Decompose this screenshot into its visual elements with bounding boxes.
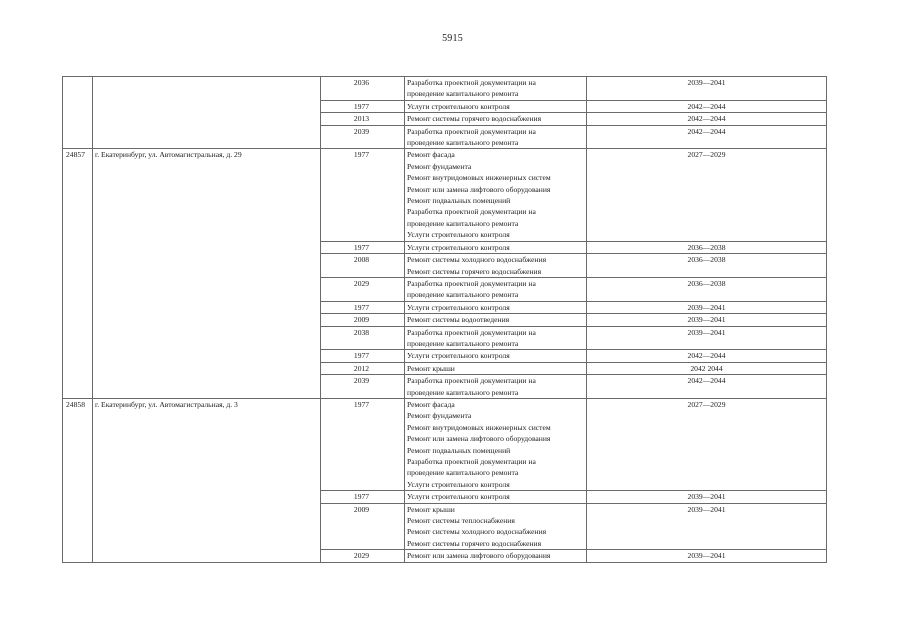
year-cell: 2012 <box>321 362 405 374</box>
work-type-cell <box>405 350 587 362</box>
work-type-line: Ремонт системы водоотведения <box>407 315 510 325</box>
work-type-line: Ремонт системы горячего водоснабжения <box>407 538 542 548</box>
work-type-line: Услуги строительного контроля <box>407 101 510 111</box>
year-cell: 2039 <box>321 125 405 149</box>
work-type-cell <box>405 314 587 326</box>
work-type-line: проведение капитального ремонта <box>407 290 519 300</box>
period-cell: 2039—2041 <box>587 326 827 350</box>
house-id-cell <box>63 77 93 149</box>
address-cell <box>93 77 321 149</box>
period-cell: 2039—2041 <box>587 550 827 562</box>
work-type-line: проведение капитального ремонта <box>407 468 519 478</box>
work-type-line: Разработка проектной документации на <box>407 327 536 337</box>
year-cell: 2036 <box>321 77 405 101</box>
period-cell: 2042—2044 <box>587 350 827 362</box>
period-cell: 2036—2038 <box>587 277 827 301</box>
work-type-line: Ремонт крыши <box>407 504 455 514</box>
work-type-cell <box>405 398 587 490</box>
work-type-line: Ремонт или замена лифтового оборудования <box>407 551 551 561</box>
work-type-line: Ремонт системы теплоснабжения <box>407 516 515 526</box>
work-type-line: Разработка проектной документации на <box>407 78 536 87</box>
period-cell: 2039—2041 <box>587 314 827 326</box>
work-type-cell <box>405 503 587 550</box>
work-type-line: Ремонт подвальных помещений <box>407 445 511 455</box>
period-cell: 2039—2041 <box>587 301 827 313</box>
year-cell: 1977 <box>321 241 405 253</box>
work-type-cell <box>405 241 587 253</box>
address-cell: г. Екатеринбург, ул. Автомагистральная, д. 3 <box>93 398 321 562</box>
work-type-line: проведение капитального ремонта <box>407 138 519 148</box>
period-cell: 2027—2029 <box>587 398 827 490</box>
house-id-cell: 24857 <box>63 149 93 399</box>
year-cell: 2013 <box>321 113 405 125</box>
year-cell: 1977 <box>321 491 405 503</box>
work-type-line: Ремонт фасада <box>407 150 455 160</box>
work-type-line: проведение капитального ремонта <box>407 89 519 99</box>
work-type-line: Разработка проектной документации на <box>407 207 536 217</box>
work-type-line: Ремонт системы холодного водоснабжения <box>407 527 547 537</box>
period-cell: 2042—2044 <box>587 125 827 149</box>
address-cell: г. Екатеринбург, ул. Автомагистральная, д. 29 <box>93 149 321 399</box>
year-cell: 2029 <box>321 277 405 301</box>
work-type-cell <box>405 550 587 562</box>
year-cell: 2029 <box>321 550 405 562</box>
work-type-line: Ремонт или замена лифтового оборудования <box>407 184 551 194</box>
work-type-line: Разработка проектной документации на <box>407 457 536 466</box>
table-body <box>63 77 827 563</box>
work-type-cell <box>405 254 587 278</box>
year-cell: 1977 <box>321 149 405 241</box>
work-type-line: проведение капитального ремонта <box>407 387 519 397</box>
work-type-cell <box>405 491 587 503</box>
period-cell: 2042—2044 <box>587 375 827 399</box>
work-type-line: Ремонт внутридомовых инженерных систем <box>407 173 551 183</box>
period-cell: 2042 2044 <box>587 362 827 374</box>
work-type-line: Услуги строительного контроля <box>407 230 510 240</box>
work-type-cell <box>405 113 587 125</box>
work-type-line: Разработка проектной документации на <box>407 126 536 136</box>
work-type-line: Услуги строительного контроля <box>407 351 510 361</box>
work-type-line: Ремонт фундамента <box>407 411 472 421</box>
work-type-cell <box>405 125 587 149</box>
table-row <box>63 77 827 101</box>
work-type-cell <box>405 277 587 301</box>
work-type-line: Услуги строительного контроля <box>407 492 510 502</box>
year-cell: 2038 <box>321 326 405 350</box>
work-type-cell <box>405 77 587 101</box>
year-cell: 1977 <box>321 100 405 112</box>
work-type-line: Ремонт фундамента <box>407 161 472 171</box>
year-cell: 2039 <box>321 375 405 399</box>
page-number: 5915 <box>442 33 463 44</box>
work-type-line: Ремонт системы горячего водоснабжения <box>407 114 542 124</box>
work-type-line: Разработка проектной документации на <box>407 376 536 386</box>
period-cell: 2042—2044 <box>587 113 827 125</box>
work-type-line: проведение капитального ремонта <box>407 218 519 228</box>
period-cell: 2027—2029 <box>587 149 827 241</box>
year-cell: 1977 <box>321 398 405 490</box>
work-type-line: проведение капитального ремонта <box>407 338 519 348</box>
work-type-line: Услуги строительного контроля <box>407 242 510 252</box>
work-type-line: Услуги строительного контроля <box>407 479 510 489</box>
period-cell: 2039—2041 <box>587 503 827 550</box>
table-row <box>63 149 827 241</box>
year-cell: 1977 <box>321 301 405 313</box>
work-type-line: Ремонт внутридомовых инженерных систем <box>407 422 551 432</box>
year-cell: 2009 <box>321 503 405 550</box>
year-cell: 1977 <box>321 350 405 362</box>
capital-repair-table <box>62 76 827 563</box>
period-cell: 2039—2041 <box>587 77 827 101</box>
table-row <box>63 398 827 490</box>
work-type-cell <box>405 326 587 350</box>
work-type-cell <box>405 100 587 112</box>
work-type-cell <box>405 375 587 399</box>
work-type-cell <box>405 362 587 374</box>
work-type-line: Ремонт фасада <box>407 399 455 409</box>
work-type-line: Ремонт крыши <box>407 363 455 373</box>
work-type-line: Ремонт системы холодного водоснабжения <box>407 255 547 265</box>
work-type-cell <box>405 301 587 313</box>
year-cell: 2009 <box>321 314 405 326</box>
period-cell: 2039—2041 <box>587 491 827 503</box>
work-type-line: Ремонт подвальных помещений <box>407 196 511 206</box>
work-type-line: Ремонт системы горячего водоснабжения <box>407 266 542 276</box>
period-cell: 2036—2038 <box>587 254 827 278</box>
work-type-line: Разработка проектной документации на <box>407 278 536 288</box>
work-type-line: Услуги строительного контроля <box>407 302 510 312</box>
year-cell: 2008 <box>321 254 405 278</box>
period-cell: 2042—2044 <box>587 100 827 112</box>
work-type-line: Ремонт или замена лифтового оборудования <box>407 434 551 444</box>
house-id-cell: 24858 <box>63 398 93 562</box>
work-type-cell <box>405 149 587 241</box>
period-cell: 2036—2038 <box>587 241 827 253</box>
